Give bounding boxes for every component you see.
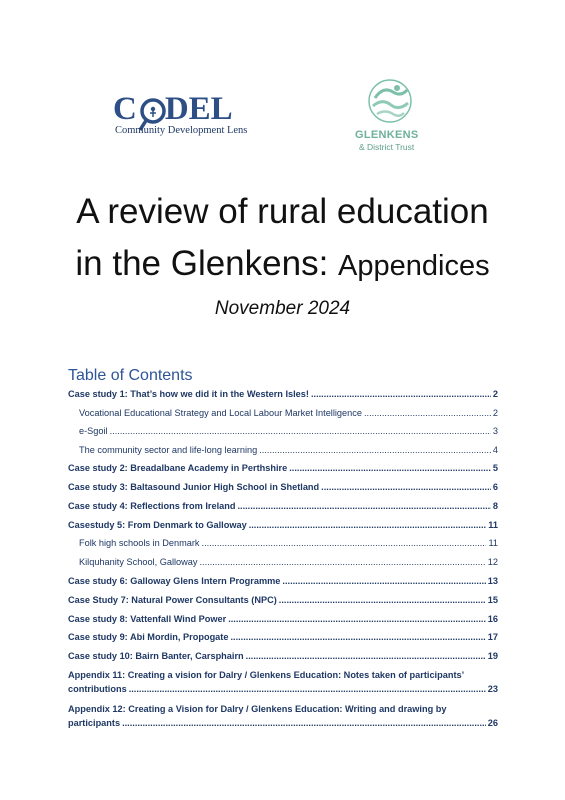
codel-subtitle: Community Development Lens (115, 125, 248, 136)
toc-entry-title: Kilquhanity School, Galloway (79, 557, 198, 567)
toc-entry[interactable] (79, 407, 498, 420)
toc-entry-page: 23 (487, 684, 498, 694)
toc-entry-title: Case study 3: Baltasound Junior High School in Shetland (68, 482, 320, 492)
toc-entry-title: Case study 4: Reflections from Ireland (68, 501, 236, 511)
toc-entry-title: Case study 10: Bairn Banter, Carsphairn (68, 651, 244, 661)
toc-entry-page: 15 (487, 595, 498, 605)
glenkens-subtitle: & District Trust (359, 142, 415, 152)
toc-entry[interactable] (79, 556, 498, 569)
codel-logo (113, 91, 248, 141)
toc-entry[interactable] (79, 425, 498, 438)
toc-entry[interactable] (68, 631, 498, 644)
toc-entry-title-cont: participants (68, 718, 121, 728)
toc-entry-page: 3 (492, 426, 498, 436)
toc-entry-page: 2 (492, 408, 498, 418)
document-title-main: in the Glenkens: (75, 244, 329, 283)
toc-entry[interactable] (79, 444, 498, 457)
toc-entry-page: 4 (492, 445, 498, 455)
toc-entry-page: 17 (487, 632, 498, 642)
toc-entry-title-cont: contributions (68, 684, 127, 694)
toc-entry-line1[interactable] (68, 669, 498, 682)
toc-entry-page: 13 (487, 576, 498, 586)
toc-entry[interactable] (68, 613, 498, 626)
toc-entry-title: Case study 8: Vattenfall Wind Power (68, 614, 227, 624)
toc-entry-title: Case study 6: Galloway Glens Intern Programme (68, 576, 281, 586)
toc-entry-title: Case study 2: Breadalbane Academy in Perthshire (68, 463, 288, 473)
toc-entry-page: 8 (492, 501, 498, 511)
toc-entry[interactable] (79, 537, 498, 550)
toc-entry-title: Casestudy 5: From Denmark to Galloway (68, 520, 247, 530)
toc-entry[interactable] (68, 481, 498, 494)
toc-entry-title: Case Study 7: Natural Power Consultants (NPC) (68, 595, 277, 605)
document-date: November 2024 (214, 298, 351, 319)
toc-entry[interactable] (68, 575, 498, 588)
toc-entry-title: Case study 1: That’s how we did it in the Western Isles! (68, 389, 309, 399)
toc-entry-page: 6 (492, 482, 498, 492)
glenkens-emblem-icon (367, 78, 413, 124)
document-title-line2 (0, 244, 565, 284)
toc-entry-page: 19 (487, 651, 498, 661)
toc-entry[interactable] (68, 388, 498, 401)
glenkens-logo (355, 78, 435, 156)
toc-entry[interactable] (68, 717, 498, 730)
toc-entry-title: Appendix 12: Creating a Vision for Dalry / Glenkens Education: Writing and drawing by (68, 704, 447, 714)
toc-entry[interactable] (68, 500, 498, 513)
logo-area (0, 78, 565, 158)
toc-entry[interactable] (68, 650, 498, 663)
toc-entry-title: e-Sgoil (79, 426, 108, 436)
toc-entry[interactable] (68, 462, 498, 475)
toc-entry[interactable] (68, 683, 498, 696)
toc-entry-page: 2 (492, 389, 498, 399)
toc-entry-page: 16 (487, 614, 498, 624)
toc-entry-title: Appendix 11: Creating a vision for Dalry / Glenkens Education: Notes taken of participants’ (68, 670, 465, 680)
toc-entry-title: The community sector and life-long learning (79, 445, 258, 455)
document-title-line1: A review of rural education (76, 192, 489, 231)
toc-entry-page: 11 (488, 520, 498, 530)
toc-entry[interactable] (68, 519, 498, 532)
glenkens-name: GLENKENS (355, 129, 419, 141)
toc-entry-page: 26 (487, 718, 498, 728)
toc-entry-title: Case study 9: Abi Mordin, Propogate (68, 632, 229, 642)
toc-entry[interactable] (68, 594, 498, 607)
toc-entry-page: 5 (492, 463, 498, 473)
toc-heading: Table of Contents (68, 367, 193, 384)
codel-logo-wordmark: C DEL (113, 91, 233, 127)
toc-entry-page: 12 (487, 557, 498, 567)
toc-entry-line1[interactable] (68, 703, 498, 716)
document-title-appendices: Appendices (338, 250, 490, 282)
toc-entry-title: Vocational Educational Strategy and Local Labour Market Intelligence (79, 408, 362, 418)
toc-entry-page: 11 (488, 538, 498, 548)
toc-entry-title: Folk high schools in Denmark (79, 538, 200, 548)
